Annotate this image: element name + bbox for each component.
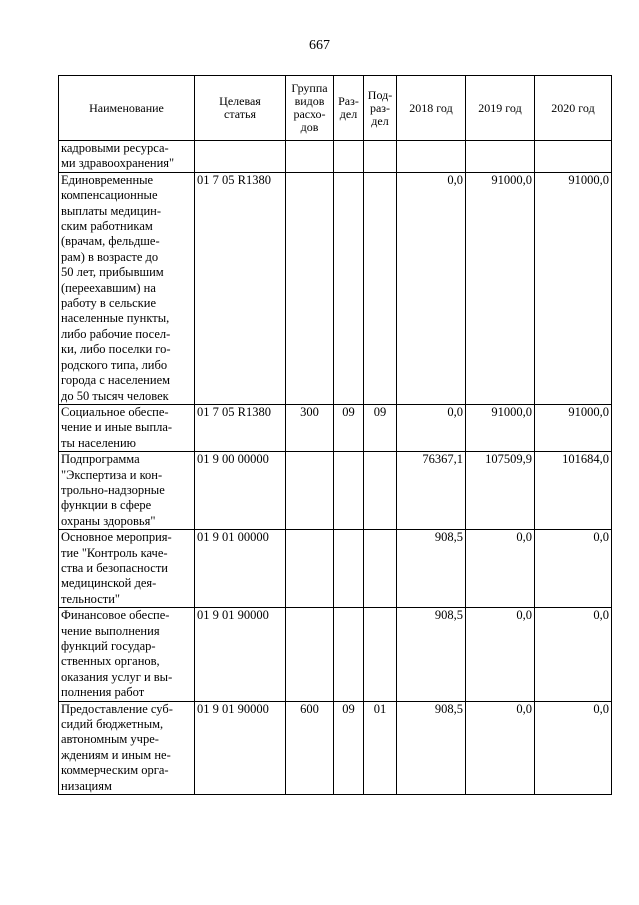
row-2020-cell <box>535 141 612 173</box>
row-section-cell <box>334 608 364 701</box>
row-2020-cell: 0,0 <box>535 701 612 794</box>
row-section-cell: 09 <box>334 404 364 451</box>
row-2019-cell: 0,0 <box>466 608 535 701</box>
row-section-cell <box>334 141 364 173</box>
header-subsection: Под- раз- дел <box>364 76 397 141</box>
table-row <box>59 141 612 173</box>
row-target-cell: 01 9 00 00000 <box>195 452 286 530</box>
row-name-cell: Финансовое обеспе- чение выполнения функций государ- ственных органов, оказания услуг и вы- полнения работ <box>59 608 195 701</box>
row-group-cell: 300 <box>286 404 334 451</box>
row-2019-cell: 91000,0 <box>466 172 535 404</box>
row-2019-cell: 107509,9 <box>466 452 535 530</box>
budget-table <box>58 75 612 795</box>
header-year-2018: 2018 год <box>397 76 466 141</box>
row-target-cell <box>195 141 286 173</box>
row-name-cell: Предоставление суб- сидий бюджетным, автономным учре- ждениям и иным не- коммерческим орга- низациям <box>59 701 195 794</box>
row-group-cell: 600 <box>286 701 334 794</box>
table-row <box>59 404 612 451</box>
row-subsection-cell: 09 <box>364 404 397 451</box>
row-name-cell: кадровыми ресурса- ми здравоохранения" <box>59 141 195 173</box>
header-year-2020: 2020 год <box>535 76 612 141</box>
row-2020-cell: 91000,0 <box>535 172 612 404</box>
row-target-cell: 01 7 05 R1380 <box>195 404 286 451</box>
row-2018-cell: 0,0 <box>397 172 466 404</box>
row-2020-cell: 0,0 <box>535 530 612 608</box>
row-2020-cell: 101684,0 <box>535 452 612 530</box>
table-row <box>59 701 612 794</box>
row-section-cell <box>334 172 364 404</box>
row-subsection-cell <box>364 172 397 404</box>
row-2020-cell: 91000,0 <box>535 404 612 451</box>
row-2020-cell: 0,0 <box>535 608 612 701</box>
table-row <box>59 530 612 608</box>
table-row <box>59 608 612 701</box>
row-2019-cell: 0,0 <box>466 530 535 608</box>
row-2019-cell: 91000,0 <box>466 404 535 451</box>
header-name: Наименование <box>59 76 195 141</box>
row-2019-cell <box>466 141 535 173</box>
table-row <box>59 452 612 530</box>
row-group-cell <box>286 172 334 404</box>
row-name-cell: Социальное обеспе- чение и иные выпла- ты населению <box>59 404 195 451</box>
row-section-cell <box>334 452 364 530</box>
row-name-cell: Подпрограмма "Экспертиза и кон- трольно-надзорные функции в сфере охраны здоровья" <box>59 452 195 530</box>
row-2018-cell <box>397 141 466 173</box>
row-2018-cell: 0,0 <box>397 404 466 451</box>
row-subsection-cell: 01 <box>364 701 397 794</box>
row-group-cell <box>286 530 334 608</box>
row-section-cell <box>334 530 364 608</box>
row-group-cell <box>286 141 334 173</box>
header-expense-group: Группа видов расхо- дов <box>286 76 334 141</box>
row-2018-cell: 76367,1 <box>397 452 466 530</box>
row-name-cell: Единовременные компенсационные выплаты медицин- ским работникам (врачам, фельдше- рам) в возрасте до 50 лет, прибывшим (переехавшим) на работу в сельские населенные пункты, либо рабочие посел- ки, либо поселки го- родского типа, либо города с населением до 50 тысяч человек <box>59 172 195 404</box>
row-name-cell: Основное мероприя- тие "Контроль каче- ства и безопасности медицинской дея- тельности" <box>59 530 195 608</box>
row-target-cell: 01 9 01 90000 <box>195 608 286 701</box>
header-year-2019: 2019 год <box>466 76 535 141</box>
row-group-cell <box>286 608 334 701</box>
table-row <box>59 172 612 404</box>
row-subsection-cell <box>364 530 397 608</box>
row-2019-cell: 0,0 <box>466 701 535 794</box>
header-target-article: Целевая статья <box>195 76 286 141</box>
header-section: Раз- дел <box>334 76 364 141</box>
row-target-cell: 01 7 05 R1380 <box>195 172 286 404</box>
row-section-cell: 09 <box>334 701 364 794</box>
row-2018-cell: 908,5 <box>397 701 466 794</box>
row-subsection-cell <box>364 141 397 173</box>
page-number: 667 <box>309 38 330 53</box>
row-2018-cell: 908,5 <box>397 608 466 701</box>
row-subsection-cell <box>364 452 397 530</box>
header-row <box>59 76 612 141</box>
row-target-cell: 01 9 01 90000 <box>195 701 286 794</box>
row-group-cell <box>286 452 334 530</box>
row-target-cell: 01 9 01 00000 <box>195 530 286 608</box>
row-2018-cell: 908,5 <box>397 530 466 608</box>
row-subsection-cell <box>364 608 397 701</box>
